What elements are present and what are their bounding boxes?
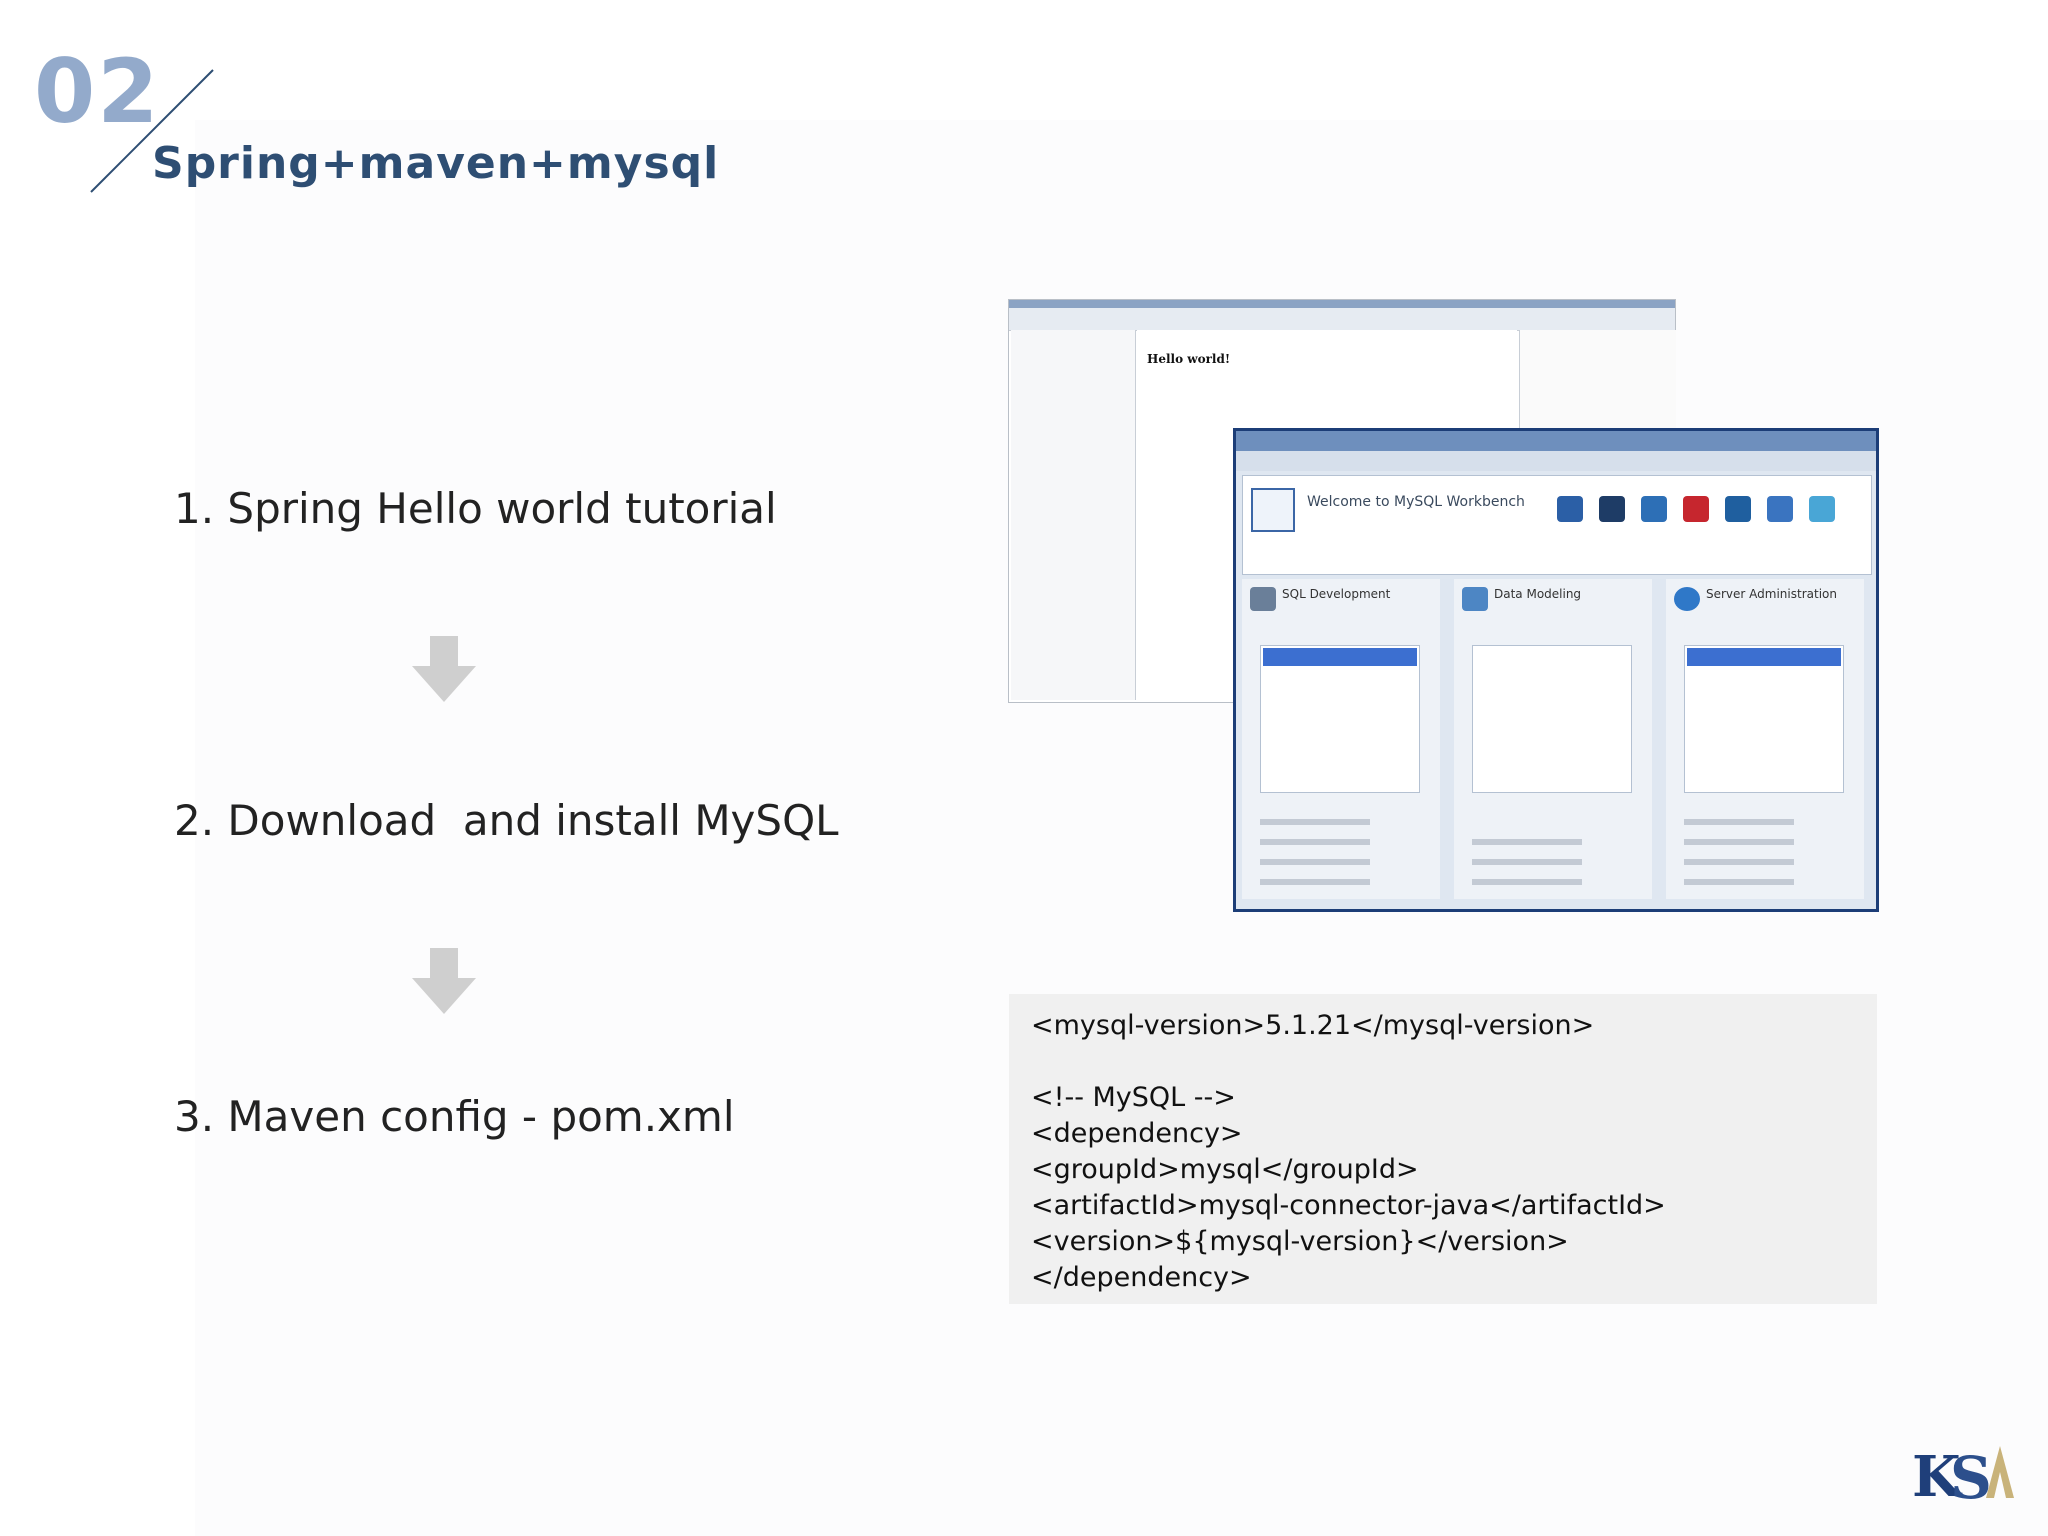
workbench-welcome-text: Welcome to MySQL Workbench [1307, 494, 1525, 510]
workbench-column-admin [1666, 579, 1864, 899]
tool-icon [1725, 496, 1751, 522]
screenshot-project-explorer [1011, 330, 1136, 700]
tool-icon [1683, 496, 1709, 522]
code-line: <mysql-version>5.1.21</mysql-version> [1031, 1010, 1595, 1041]
model-list [1472, 645, 1632, 793]
column-title: Server Administration [1706, 587, 1837, 601]
workbench-welcome-header [1242, 475, 1872, 575]
code-line: <artifactId>mysql-connector-java</artifactId> [1031, 1190, 1666, 1221]
workbench-column-modeling [1454, 579, 1652, 899]
step-1-label: 1. Spring Hello world tutorial [174, 484, 777, 533]
code-line: <version>${mysql-version}</version> [1031, 1226, 1569, 1257]
screenshot-menubar [1009, 308, 1675, 331]
svg-text:S: S [1950, 1444, 1992, 1512]
tool-icon [1767, 496, 1793, 522]
section-title: Spring+maven+mysql [152, 138, 720, 189]
code-line: <!-- MySQL --> [1031, 1082, 1236, 1113]
code-line: </dependency> [1031, 1262, 1252, 1293]
code-line [1031, 1044, 1855, 1080]
down-arrow-icon [412, 948, 476, 1014]
tool-icon [1557, 496, 1583, 522]
column-title: Data Modeling [1494, 587, 1582, 601]
down-arrow-icon [412, 636, 476, 702]
tool-icon [1809, 496, 1835, 522]
code-line: <dependency> [1031, 1118, 1243, 1149]
code-line: <groupId>mysql</groupId> [1031, 1154, 1419, 1185]
step-2-label: 2. Download and install MySQL [174, 796, 839, 845]
workbench-logo-icon [1251, 488, 1295, 532]
data-modeling-icon [1462, 587, 1488, 611]
ksa-logo [1908, 1432, 2018, 1512]
connection-list [1260, 645, 1420, 793]
screenshot-titlebar [1009, 300, 1675, 308]
sql-development-icon [1250, 587, 1276, 611]
server-list [1684, 645, 1844, 793]
svg-text:K: K [1912, 1444, 1961, 1510]
workbench-column-sql [1242, 579, 1440, 899]
column-title: SQL Development [1282, 587, 1391, 601]
screenshot-hello-heading: Hello world! [1147, 352, 1231, 366]
workbench-menubar [1236, 451, 1876, 471]
tool-icon [1599, 496, 1625, 522]
tool-icon [1641, 496, 1667, 522]
server-admin-icon [1674, 587, 1700, 611]
workbench-titlebar [1236, 431, 1876, 451]
pom-xml-code-block [1009, 994, 1877, 1304]
section-number: 02 [34, 40, 161, 143]
step-3-label: 3. Maven config - pom.xml [174, 1092, 735, 1141]
mysql-workbench-screenshot [1233, 428, 1879, 912]
